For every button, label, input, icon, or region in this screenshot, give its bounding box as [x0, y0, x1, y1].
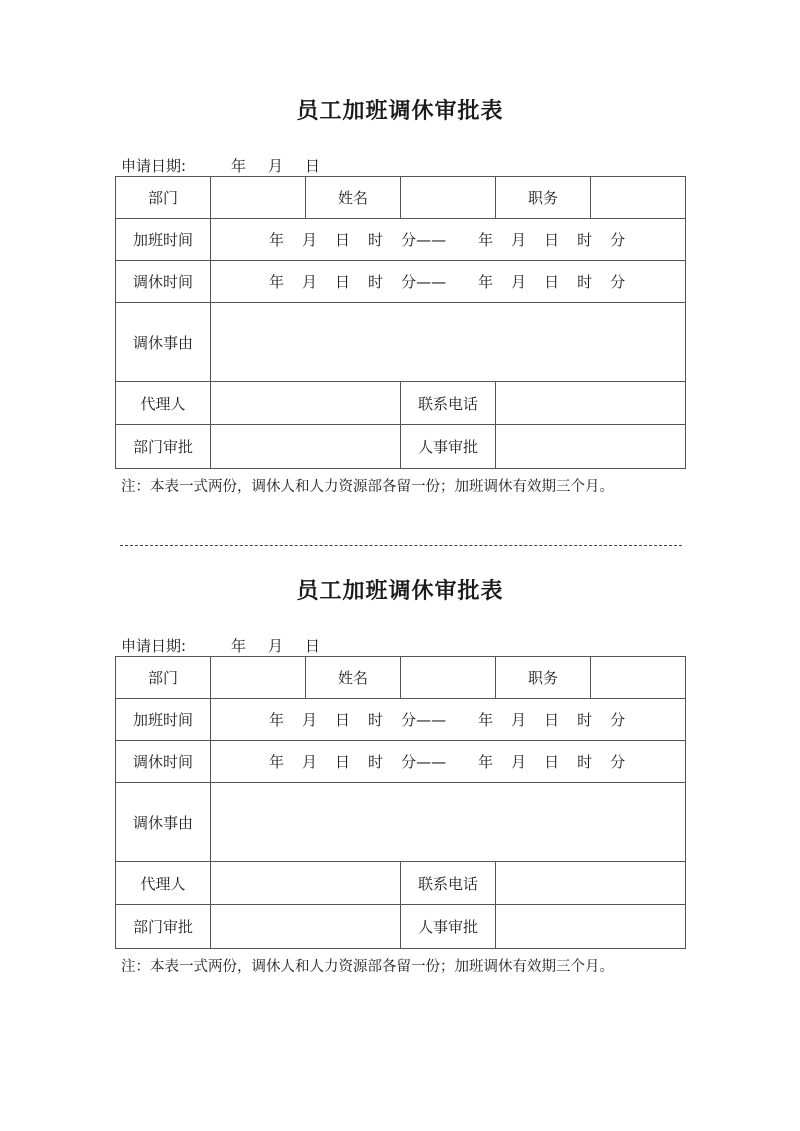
phone-field[interactable] [496, 382, 686, 425]
time-unit: 月 [302, 231, 318, 249]
time-unit: 时 [368, 753, 384, 771]
overtime-label: 加班时间 [116, 699, 211, 741]
phone-label: 联系电话 [401, 862, 496, 905]
time-unit: 时 [577, 753, 593, 771]
date-year-unit: 年 [231, 637, 247, 655]
phone-label: 联系电话 [401, 382, 496, 425]
time-unit: 时 [368, 231, 384, 249]
hr-approval-label: 人事审批 [401, 905, 496, 949]
position-label: 职务 [496, 657, 591, 699]
time-unit: 分 [610, 273, 626, 291]
time-unit: 年 [478, 753, 494, 771]
time-unit: 日 [544, 231, 560, 249]
time-unit: 分 [610, 753, 626, 771]
time-unit: 分—— [401, 753, 447, 771]
leave-field[interactable] [211, 741, 686, 783]
form-title: 员工加班调休审批表 [296, 579, 504, 604]
leave-field[interactable] [211, 261, 686, 303]
time-unit: 月 [302, 753, 318, 771]
reason-field[interactable] [211, 303, 686, 382]
application-date-line [121, 155, 342, 176]
time-unit: 时 [368, 273, 384, 291]
overtime-label: 加班时间 [116, 219, 211, 261]
time-unit: 分—— [401, 711, 447, 729]
time-unit: 年 [478, 273, 494, 291]
time-unit: 日 [335, 753, 351, 771]
form-title: 员工加班调休审批表 [296, 99, 504, 124]
table-row [116, 382, 686, 425]
leave-label: 调休时间 [116, 741, 211, 783]
reason-label: 调休事由 [116, 303, 211, 382]
agent-field[interactable] [211, 382, 401, 425]
approval-table [115, 176, 686, 469]
table-row [116, 261, 686, 303]
time-unit: 时 [577, 711, 593, 729]
time-unit: 月 [511, 273, 527, 291]
time-unit: 时 [577, 273, 593, 291]
reason-field[interactable] [211, 783, 686, 862]
cut-line-divider [120, 545, 682, 546]
time-unit: 月 [511, 231, 527, 249]
application-date-label: 申请日期: [121, 157, 187, 175]
time-unit: 日 [335, 711, 351, 729]
approval-table [115, 656, 686, 949]
application-date-label: 申请日期: [121, 637, 187, 655]
name-label: 姓名 [306, 657, 401, 699]
agent-label: 代理人 [116, 862, 211, 905]
reason-label: 调休事由 [116, 783, 211, 862]
dept-label: 部门 [116, 177, 211, 219]
time-unit: 时 [577, 231, 593, 249]
time-unit: 日 [544, 711, 560, 729]
table-row [116, 741, 686, 783]
table-row [116, 657, 686, 699]
phone-field[interactable] [496, 862, 686, 905]
time-unit: 年 [269, 273, 285, 291]
overtime-field[interactable] [211, 219, 686, 261]
hr-approval-field[interactable] [496, 905, 686, 949]
name-field[interactable] [401, 177, 496, 219]
table-row [116, 219, 686, 261]
form-note: 注：本表一式两份，调休人和人力资源部各留一份；加班调休有效期三个月。 [121, 479, 614, 495]
table-row [116, 425, 686, 469]
time-unit: 分 [610, 231, 626, 249]
dept-approval-field[interactable] [211, 905, 401, 949]
time-unit: 月 [511, 753, 527, 771]
dept-approval-field[interactable] [211, 425, 401, 469]
time-unit: 年 [478, 711, 494, 729]
time-unit: 月 [302, 273, 318, 291]
date-year-unit: 年 [231, 157, 247, 175]
position-label: 职务 [496, 177, 591, 219]
application-date-line [121, 635, 342, 656]
agent-field[interactable] [211, 862, 401, 905]
time-unit: 日 [544, 273, 560, 291]
name-label: 姓名 [306, 177, 401, 219]
agent-label: 代理人 [116, 382, 211, 425]
hr-approval-field[interactable] [496, 425, 686, 469]
dept-label: 部门 [116, 657, 211, 699]
table-row [116, 303, 686, 382]
time-unit: 分 [610, 711, 626, 729]
time-unit: 年 [269, 231, 285, 249]
time-unit: 年 [269, 753, 285, 771]
date-day-unit: 日 [305, 637, 321, 655]
time-unit: 日 [335, 231, 351, 249]
table-row [116, 177, 686, 219]
time-unit: 分—— [401, 231, 447, 249]
dept-field[interactable] [211, 657, 306, 699]
time-unit: 月 [511, 711, 527, 729]
time-unit: 时 [368, 711, 384, 729]
leave-label: 调休时间 [116, 261, 211, 303]
position-field[interactable] [591, 657, 686, 699]
overtime-field[interactable] [211, 699, 686, 741]
date-day-unit: 日 [305, 157, 321, 175]
table-row [116, 699, 686, 741]
date-month-unit: 月 [268, 637, 284, 655]
time-unit: 年 [478, 231, 494, 249]
position-field[interactable] [591, 177, 686, 219]
table-row [116, 905, 686, 949]
form-note: 注：本表一式两份，调休人和人力资源部各留一份；加班调休有效期三个月。 [121, 959, 614, 975]
dept-approval-label: 部门审批 [116, 425, 211, 469]
dept-approval-label: 部门审批 [116, 905, 211, 949]
hr-approval-label: 人事审批 [401, 425, 496, 469]
dept-field[interactable] [211, 177, 306, 219]
time-unit: 日 [335, 273, 351, 291]
date-month-unit: 月 [268, 157, 284, 175]
time-unit: 分—— [401, 273, 447, 291]
table-row [116, 783, 686, 862]
time-unit: 月 [302, 711, 318, 729]
name-field[interactable] [401, 657, 496, 699]
time-unit: 年 [269, 711, 285, 729]
time-unit: 日 [544, 753, 560, 771]
table-row [116, 862, 686, 905]
